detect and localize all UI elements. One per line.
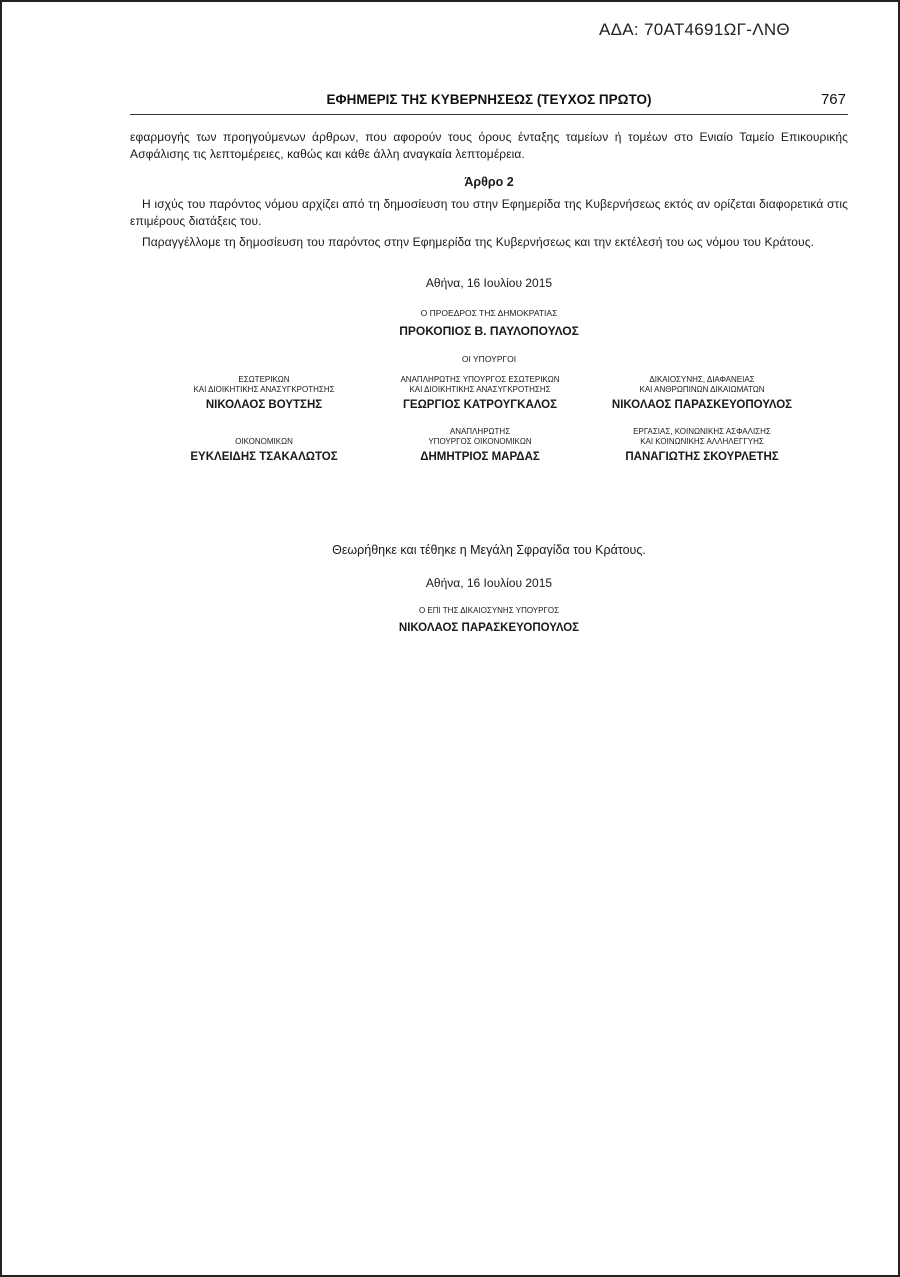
ministers-title: ΟΙ ΥΠΟΥΡΓΟΙ [461, 354, 517, 364]
minister-signature [144, 437, 384, 463]
minister-signature [582, 427, 822, 463]
minister-role: ΑΝΑΠΛΗΡΩΤΗΣ ΥΠΟΥΡΓΟΣ ΕΣΩΤΕΡΙΚΩΝ [400, 375, 560, 384]
seal-date: Αθήνα, 16 Ιουλίου 2015 [425, 576, 553, 590]
seal-statement: Θεωρήθηκε και τέθηκε η Μεγάλη Σφραγίδα του Κράτους. [332, 543, 646, 557]
ada-code: ΑΔΑ: 70ΑΤ4691ΩΓ-ΛΝΘ [599, 20, 790, 39]
gazette-title: ΕΦΗΜΕΡΙΣ ΤΗΣ ΚΥΒΕΡΝΗΣΕΩΣ (ΤΕΥΧΟΣ ΠΡΩΤΟ) [326, 92, 652, 107]
gazette-header [130, 92, 848, 115]
justice-minister-name: ΝΙΚΟΛΑΟΣ ΠΑΡΑΣΚΕΥΟΠΟΥΛΟΣ [398, 622, 580, 634]
minister-name: ΓΕΩΡΓΙΟΣ ΚΑΤΡΟΥΓΚΑΛΟΣ [403, 399, 557, 411]
minister-role: ΔΙΚΑΙΟΣΥΝΗΣ, ΔΙΑΦΑΝΕΙΑΣ [649, 375, 755, 384]
minister-role: ΥΠΟΥΡΓΟΣ ΟΙΚΟΝΟΜΙΚΩΝ [428, 437, 532, 446]
minister-name: ΕΥΚΛΕΙΔΗΣ ΤΣΑΚΑΛΩΤΟΣ [190, 451, 338, 463]
signing-date: Αθήνα, 16 Ιουλίου 2015 [425, 276, 553, 290]
paragraph-publication-order: Παραγγέλλομε τη δημοσίευση του παρόντος στην Εφημερίδα της Κυβερνήσεως και την εκτέλεσή του ως νόμου του Κράτους. [142, 235, 815, 249]
minister-name: ΠΑΝΑΓΙΩΤΗΣ ΣΚΟΥΡΛΕΤΗΣ [625, 451, 779, 463]
paragraph-continuation: εφαρμογής των προηγούμενων άρθρων, που αφορούν τους όρους ένταξης ταμείων ή τομέων στο Ενιαίο Ταμείο Επικουρικής Ασφάλισης τις λεπτομέρειες, καθώς και κάθε άλλη αναγκαία λεπτομέρεια. [130, 130, 848, 161]
minister-name: ΝΙΚΟΛΑΟΣ ΒΟΥΤΣΗΣ [205, 399, 323, 411]
minister-role: ΟΙΚΟΝΟΜΙΚΩΝ [235, 437, 293, 446]
minister-role: ΚΑΙ ΑΝΘΡΩΠΙΝΩΝ ΔΙΚΑΙΩΜΑΤΩΝ [639, 385, 765, 394]
page-number: 767 [820, 91, 846, 108]
president-name: ΠΡΟΚΟΠΙΟΣ Β. ΠΑΥΛΟΠΟΥΛΟΣ [399, 324, 579, 338]
minister-role: ΑΝΑΠΛΗΡΩΤΗΣ [449, 427, 511, 436]
minister-role: ΚΑΙ ΔΙΟΙΚΗΤΙΚΗΣ ΑΝΑΣΥΓΚΡΟΤΗΣΗΣ [193, 385, 335, 394]
minister-role: ΕΡΓΑΣΙΑΣ, ΚΟΙΝΩΝΙΚΗΣ ΑΣΦΑΛΙΣΗΣ [633, 427, 771, 436]
justice-minister-title: Ο ΕΠΙ ΤΗΣ ΔΙΚΑΙΟΣΥΝΗΣ ΥΠΟΥΡΓΟΣ [418, 606, 560, 615]
minister-signature [144, 375, 384, 411]
minister-role: ΚΑΙ ΚΟΙΝΩΝΙΚΗΣ ΑΛΛΗΛΕΓΓΥΗΣ [640, 437, 764, 446]
article-heading: Άρθρο 2 [464, 175, 514, 189]
minister-name: ΝΙΚΟΛΑΟΣ ΠΑΡΑΣΚΕΥΟΠΟΥΛΟΣ [611, 399, 793, 411]
minister-role: ΚΑΙ ΔΙΟΙΚΗΤΙΚΗΣ ΑΝΑΣΥΓΚΡΟΤΗΣΗΣ [409, 385, 551, 394]
paragraph-entry-into-force: Η ισχύς του παρόντος νόμου αρχίζει από τη δημοσίευση του στην Εφημερίδα της Κυβερνήσεως εκτός αν ορίζεται διαφορετικά στις επιμέρους διατάξεις του. [130, 197, 848, 228]
minister-signature [360, 427, 600, 463]
minister-name: ΔΗΜΗΤΡΙΟΣ ΜΑΡΔΑΣ [420, 451, 540, 463]
president-title: Ο ΠΡΟΕΔΡΟΣ ΤΗΣ ΔΗΜΟΚΡΑΤΙΑΣ [420, 308, 558, 318]
minister-signature [360, 375, 600, 411]
minister-role: ΕΣΩΤΕΡΙΚΩΝ [238, 375, 290, 384]
minister-signature [582, 375, 822, 411]
